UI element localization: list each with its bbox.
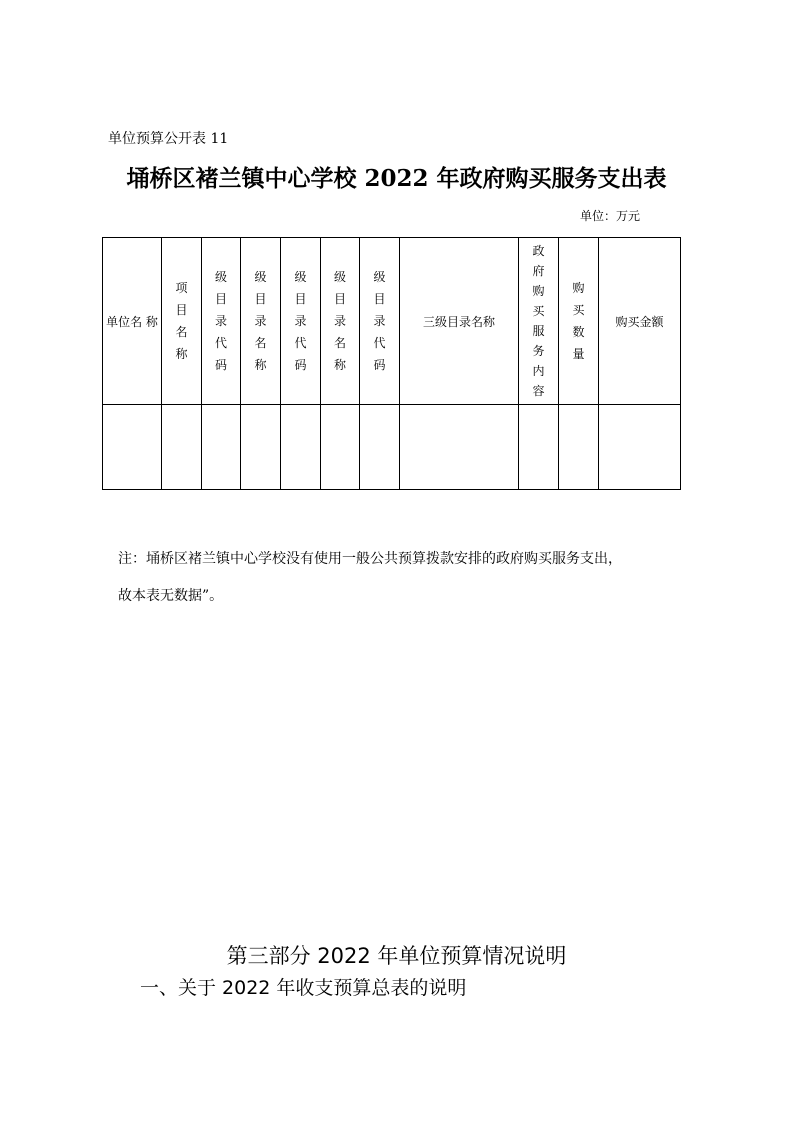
page-title: 埇桥区褚兰镇中心学校 2022 年政府购买服务支出表 bbox=[126, 165, 667, 192]
table-cell bbox=[559, 405, 599, 490]
note-text-continued: 故本表无数据”。 bbox=[118, 588, 224, 604]
column-header: 级目录代码 bbox=[360, 238, 400, 405]
table-cell bbox=[103, 405, 162, 490]
table-row bbox=[103, 405, 681, 490]
column-header: 级目录代码 bbox=[202, 238, 241, 405]
part-heading: 第三部分 2022 年单位预算情况说明 bbox=[226, 944, 567, 968]
table-cell bbox=[321, 405, 360, 490]
unit-label: 单位：万元 bbox=[580, 209, 641, 223]
purchase-services-table bbox=[102, 237, 681, 490]
table-cell bbox=[202, 405, 241, 490]
table-cell bbox=[241, 405, 281, 490]
column-header: 单位名 称 bbox=[103, 238, 162, 405]
table-cell bbox=[162, 405, 202, 490]
column-header: 项目名称 bbox=[162, 238, 202, 405]
table-header-row bbox=[103, 238, 681, 405]
column-header: 三级目录名称 bbox=[400, 238, 519, 405]
column-header: 政府购买服务内容 bbox=[519, 238, 559, 405]
column-header: 购买数量 bbox=[559, 238, 599, 405]
table-cell bbox=[281, 405, 321, 490]
column-header: 级目录代码 bbox=[281, 238, 321, 405]
table-cell bbox=[360, 405, 400, 490]
table-cell bbox=[519, 405, 559, 490]
note-text: 注：埇桥区褚兰镇中心学校没有使用一般公共预算拨款安排的政府购买服务支出， bbox=[118, 551, 622, 567]
table-label: 单位预算公开表 11 bbox=[108, 131, 229, 147]
table-cell bbox=[599, 405, 681, 490]
column-header: 级目录名称 bbox=[241, 238, 281, 405]
column-header: 购买金额 bbox=[599, 238, 681, 405]
table-cell bbox=[400, 405, 519, 490]
section-heading: 一、关于 2022 年收支预算总表的说明 bbox=[140, 977, 467, 999]
column-header: 级目录名称 bbox=[321, 238, 360, 405]
